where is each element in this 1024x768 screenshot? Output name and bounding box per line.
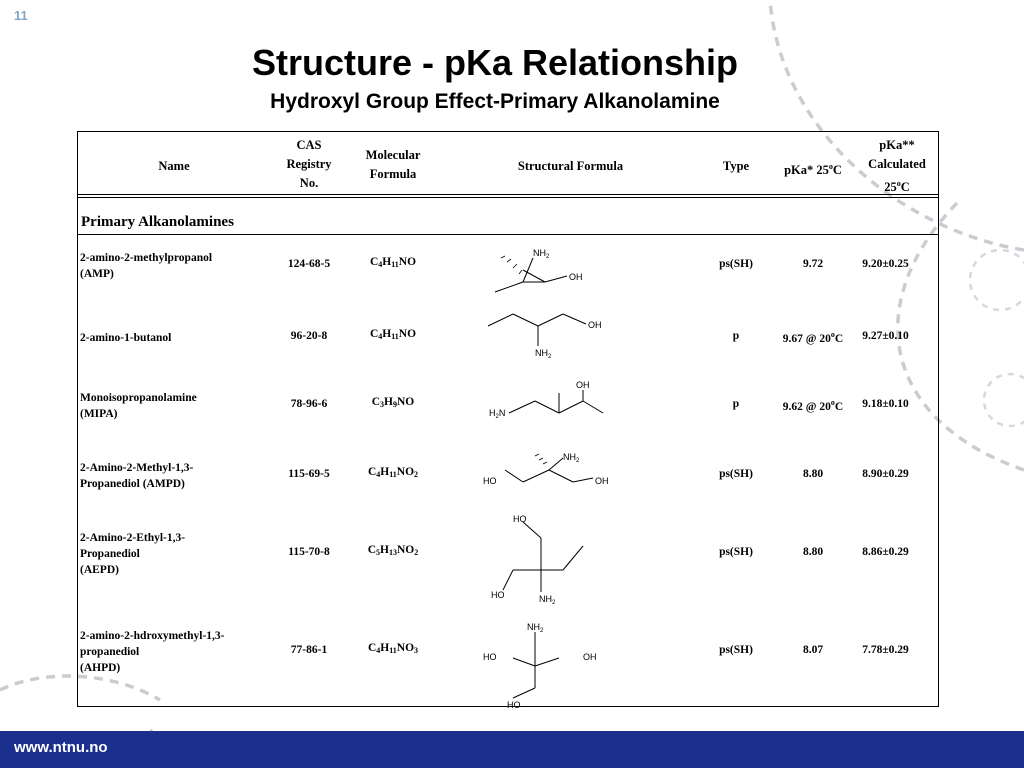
row-pka: 8.80 [802, 546, 824, 558]
row-name: 2-amino-2-hdroxymethyl-1,3- propanediol (AHPD) [80, 630, 225, 674]
row-cas: 124-68-5 [287, 258, 331, 270]
label-ho-bottom: HO [507, 700, 521, 708]
label-oh: OH [588, 320, 602, 330]
row-pka: 9.67 @ 20$^o$C [782, 330, 844, 345]
row-molecular-formula: $C_4H_{11}NO_3$ [367, 642, 419, 655]
label-oh-right: OH [583, 652, 597, 662]
row-cas: 96-20-8 [290, 330, 328, 342]
slide-number: 11 [14, 8, 28, 23]
header-pka: pKa* 25$^o$C [784, 162, 842, 177]
row-pka-calculated: 8.86±0.29 [862, 546, 909, 558]
row-pka: 8.07 [802, 644, 824, 656]
row-pka-calculated: 8.90±0.29 [862, 468, 909, 480]
header-type: Type [722, 159, 750, 173]
pka-table [77, 131, 939, 707]
label-ho: HO [483, 476, 497, 486]
row-molecular-formula: $C_4H_{11}NO$ [369, 328, 417, 341]
row-cas: 115-70-8 [288, 546, 330, 558]
label-nh2: $NH_2$ [527, 622, 544, 634]
label-nh2: $NH_2$ [539, 594, 556, 606]
row-molecular-formula: $C_5H_{13}NO_2$ [367, 544, 419, 557]
row-type: p [732, 330, 740, 342]
header-name: Name [158, 159, 190, 173]
row-molecular-formula: $C_4H_{11}NO_2$ [367, 466, 419, 479]
header-cas: CAS Registry No. [286, 138, 332, 190]
label-nh2: $NH_2$ [535, 348, 552, 360]
row-name: 2-amino-1-butanol [80, 332, 172, 344]
label-nh2: $NH_2$ [533, 248, 550, 260]
row-pka-calculated: 9.20±0.25 [862, 258, 909, 270]
structure-ampd [483, 450, 673, 494]
header-structural-formula: Structural Formula [517, 159, 624, 173]
row-pka-calculated: 7.78±0.29 [862, 644, 909, 656]
header-divider-2 [78, 197, 938, 198]
row-type: ps(SH) [719, 644, 753, 656]
row-name: 2-Amino-2-Methyl-1,3- Propanediol (AMPD) [80, 462, 194, 490]
row-type: ps(SH) [719, 468, 753, 480]
structure-aepd [483, 512, 673, 608]
row-name: 2-Amino-2-Ethyl-1,3- Propanediol (AEPD) [80, 532, 186, 576]
header-molecular-formula: Molecular Formula [365, 148, 421, 181]
row-type: p [732, 398, 740, 410]
label-h2n: $H_2N$ [489, 408, 506, 420]
row-type: ps(SH) [719, 258, 753, 270]
header-divider [78, 194, 938, 195]
page-title: Structure - pKa Relationship [251, 42, 739, 83]
label-ho-left: HO [483, 652, 497, 662]
label-oh: OH [576, 380, 590, 390]
row-cas: 78-96-6 [290, 398, 328, 410]
row-cas: 77-86-1 [290, 644, 328, 656]
row-molecular-formula: $C_4H_{11}NO$ [369, 256, 417, 269]
row-pka: 9.72 [802, 258, 824, 270]
structure-mipa [483, 378, 673, 428]
structure-amp [483, 242, 673, 294]
section-divider [78, 234, 938, 235]
row-cas: 115-69-5 [288, 468, 330, 480]
structure-ahpd [483, 618, 673, 708]
label-ho-bottom: HO [491, 590, 505, 600]
row-pka-calculated: 9.27±0.10 [862, 330, 909, 342]
section-label: Primary Alkanolamines [81, 214, 234, 230]
label-oh: OH [595, 476, 609, 486]
row-molecular-formula: $C_3H_9NO$ [371, 396, 415, 409]
row-pka: 9.62 @ 20$^o$C [782, 398, 844, 413]
row-name: Monoisopropanolamine (MIPA) [80, 392, 197, 420]
label-nh2: $NH_2$ [563, 452, 580, 464]
label-ho-top: HO [513, 514, 527, 524]
footer-url: www.ntnu.no [14, 739, 108, 756]
structure-2-amino-1-butanol [483, 308, 673, 366]
row-type: ps(SH) [719, 546, 753, 558]
row-pka: 8.80 [802, 468, 824, 480]
footer-bar [0, 731, 1024, 768]
header-pka-calculated: pKa** Calculated 25$^o$C [868, 138, 926, 194]
label-oh: OH [569, 272, 583, 282]
page-subtitle: Hydroxyl Group Effect-Primary Alkanolamine [270, 90, 720, 113]
row-name: 2-amino-2-methylpropanol (AMP) [80, 252, 213, 280]
row-pka-calculated: 9.18±0.10 [862, 398, 909, 410]
